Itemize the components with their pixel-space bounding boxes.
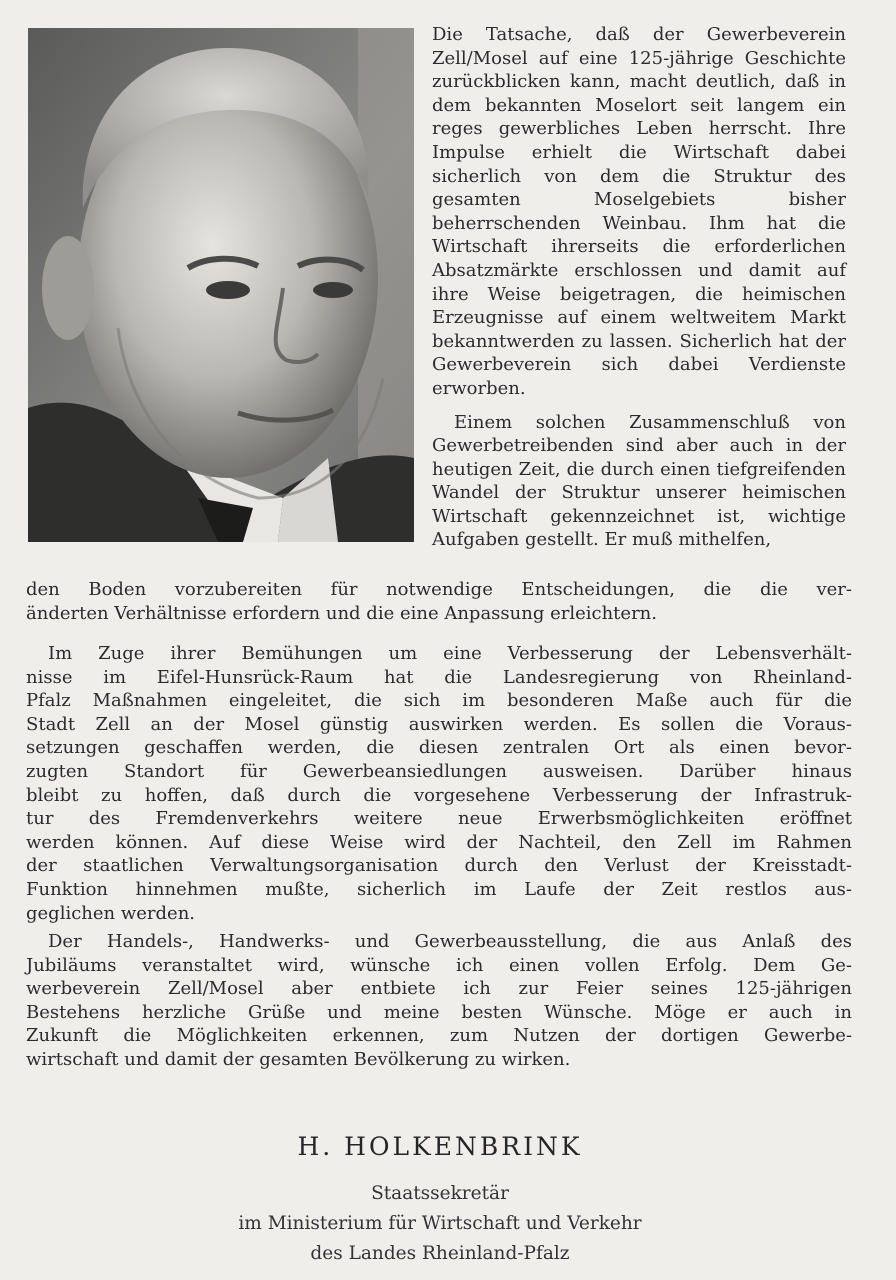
text-line: Zukunft die Möglichkeiten erkennen, zum Nutzen der dortigen Gewerbe- (26, 1025, 852, 1047)
text-line: Stadt Zell an der Mosel günstig auswirken werden. Es sollen die Voraus- (26, 713, 852, 735)
text-line: werden können. Auf diese Weise wird der Nachteil, den Zell im Rahmen (26, 831, 852, 853)
text-line: Pfalz Maßnahmen eingeleitet, die sich im besonderen Maße auch für die (26, 690, 852, 712)
signatory-ministry: im Ministerium für Wirtschaft und Verkehr (238, 1213, 642, 1234)
text-line: Funktion hinnehmen mußte, sicherlich im Laufe der Zeit restlos aus- (26, 878, 852, 900)
text-line: geglichen werden. (26, 902, 196, 924)
signatory-state: des Landes Rheinland-Pfalz (310, 1243, 570, 1264)
signatory-title: Staatssekretär (371, 1183, 509, 1204)
text-line: Im Zuge ihrer Bemühungen um eine Verbesserung der Lebensverhält- (48, 643, 852, 664)
signature-block (0, 1132, 880, 1269)
portrait-illustration (28, 28, 414, 542)
paragraph-2-continuation (26, 578, 852, 625)
text-line: wirtschaft und damit der gesamten Bevölkerung zu wirken. (26, 1048, 571, 1070)
text-line: bleibt zu hoffen, daß durch die vorgesehene Verbesserung der Infrastruk- (26, 784, 852, 806)
text-line: der staatlichen Verwaltungsorganisation durch den Verlust der Kreisstadt- (26, 855, 852, 877)
signatory-name: H. HOLKENBRINK (297, 1132, 583, 1161)
text-line: Der Handels-, Handwerks- und Gewerbeausstellung, die aus Anlaß des (48, 931, 852, 952)
paragraph-2: Einem solchen Zusammenschluß von Gewerbetreibenden sind aber auch in der heutigen Zeit, die durch einen tiefgreifenden Wandel der Struktur unserer heimischen Wirtschaft gekennzeichnet ist, wichtige Aufgaben gestellt. Er muß mithelfen, (432, 411, 846, 551)
text-line: werbeverein Zell/Mosel aber entbiete ich zur Feier seines 125-jährigen (26, 978, 852, 1000)
text-line: Bestehens herzliche Grüße und meine besten Wünsche. Möge er auch in (26, 1001, 852, 1023)
text-line: den Boden vorzubereiten für notwendige Entscheidungen, die die ver- (26, 579, 852, 600)
portrait-photo (28, 28, 414, 542)
paragraph-4 (26, 930, 852, 1072)
text-line: setzungen geschaffen werden, die diesen zentralen Ort als einen bevor- (26, 737, 852, 759)
text-line: tur des Fremdenverkehrs weitere neue Erwerbsmöglichkeiten eröffnet (26, 808, 852, 830)
text-line: zugten Standort für Gewerbeansiedlungen ausweisen. Darüber hinaus (26, 760, 852, 782)
text-line: änderten Verhältnisse erfordern und die eine Anpassung erleichtern. (26, 602, 657, 624)
right-text-column (432, 23, 846, 552)
text-line: Jubiläums veranstaltet wird, wünsche ich einen vollen Erfolg. Dem Ge- (26, 954, 852, 976)
paragraph-3 (26, 642, 852, 925)
text-line: nisse im Eifel-Hunsrück-Raum hat die Landesregierung von Rheinland- (26, 666, 852, 688)
paragraph-1: Die Tatsache, daß der Gewerbeverein Zell/Mosel auf eine 125-jährige Geschichte zurückblicken kann, macht deutlich, daß in dem bekannten Moselort seit langem ein reges gewerbliches Leben herrscht. Ihre Impulse erhielt die Wirtschaft dabei sicherlich von dem die Struktur des gesamten Moselgebiets bisher beherrschenden Weinbau. Ihm hat die Wirtschaft ihrerseits die erforderlichen Absatzmärkte erschlossen und damit auf ihre Weise beigetragen, die heimischen Erzeugnisse auf einem weltweitem Markt bekanntwerden zu lassen. Sicherlich hat der Gewerbeverein sich dabei Verdienste erworben. (432, 24, 846, 399)
